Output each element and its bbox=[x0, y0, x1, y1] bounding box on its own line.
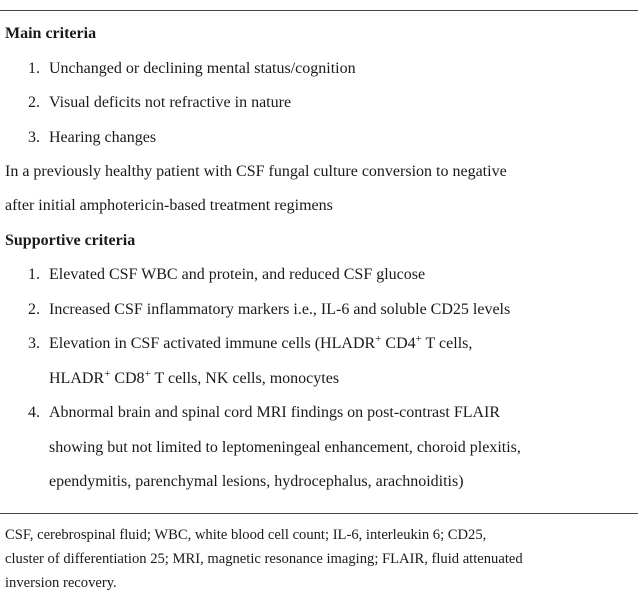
table-top-rule bbox=[0, 10, 638, 11]
footnote-line-2: cluster of differentiation 25; MRI, magnetic resonance imaging; FLAIR, fluid attenuated bbox=[5, 551, 523, 567]
text-fragment: T cells, NK cells, monocytes bbox=[150, 370, 340, 387]
list-item-text-line-1: Abnormal brain and spinal cord MRI findings on post-contrast FLAIR bbox=[49, 404, 501, 421]
list-number: 4. bbox=[28, 404, 40, 421]
list-number: 1. bbox=[28, 60, 40, 77]
text-fragment: HLADR bbox=[49, 370, 105, 387]
list-item-text-line-2: showing but not limited to leptomeningeal enhancement, choroid plexitis, bbox=[49, 439, 521, 456]
footnote-line-3: inversion recovery. bbox=[5, 575, 117, 591]
list-item-text: Increased CSF inflammatory markers i.e., IL-6 and soluble CD25 levels bbox=[49, 301, 511, 318]
list-item-text: Visual deficits not refractive in nature bbox=[49, 94, 292, 111]
list-item-text-line-2 bbox=[49, 369, 339, 389]
list-number: 2. bbox=[28, 94, 40, 111]
table-bottom-rule bbox=[0, 513, 638, 514]
list-number: 1. bbox=[28, 266, 40, 283]
supportive-criteria-heading: Supportive criteria bbox=[5, 232, 136, 249]
text-fragment: Elevation in CSF activated immune cells (HLADR bbox=[49, 335, 376, 352]
list-item-text: Hearing changes bbox=[49, 129, 157, 146]
list-item-text-line-3: ependymitis, parenchymal lesions, hydrocephalus, arachnoiditis) bbox=[49, 473, 464, 490]
list-number: 3. bbox=[28, 335, 40, 352]
footnote-line-1: CSF, cerebrospinal fluid; WBC, white blood cell count; IL-6, interleukin 6; CD25, bbox=[5, 527, 487, 543]
main-criteria-context-line-2: after initial amphotericin-based treatment regimens bbox=[5, 197, 333, 214]
text-fragment: T cells, bbox=[421, 335, 473, 352]
list-item-text: Unchanged or declining mental status/cognition bbox=[49, 60, 356, 77]
text-fragment: CD4 bbox=[381, 335, 416, 352]
list-item-text-line-1 bbox=[49, 334, 472, 354]
list-number: 3. bbox=[28, 129, 40, 146]
superscript-plus: + bbox=[144, 368, 151, 380]
superscript-plus: + bbox=[415, 333, 422, 345]
superscript-plus: + bbox=[375, 333, 382, 345]
superscript-plus: + bbox=[104, 368, 111, 380]
list-number: 2. bbox=[28, 301, 40, 318]
text-fragment: CD8 bbox=[110, 370, 145, 387]
main-criteria-heading: Main criteria bbox=[5, 25, 97, 42]
main-criteria-context-line-1: In a previously healthy patient with CSF fungal culture conversion to negative bbox=[5, 163, 507, 180]
list-item-text: Elevated CSF WBC and protein, and reduced CSF glucose bbox=[49, 266, 426, 283]
